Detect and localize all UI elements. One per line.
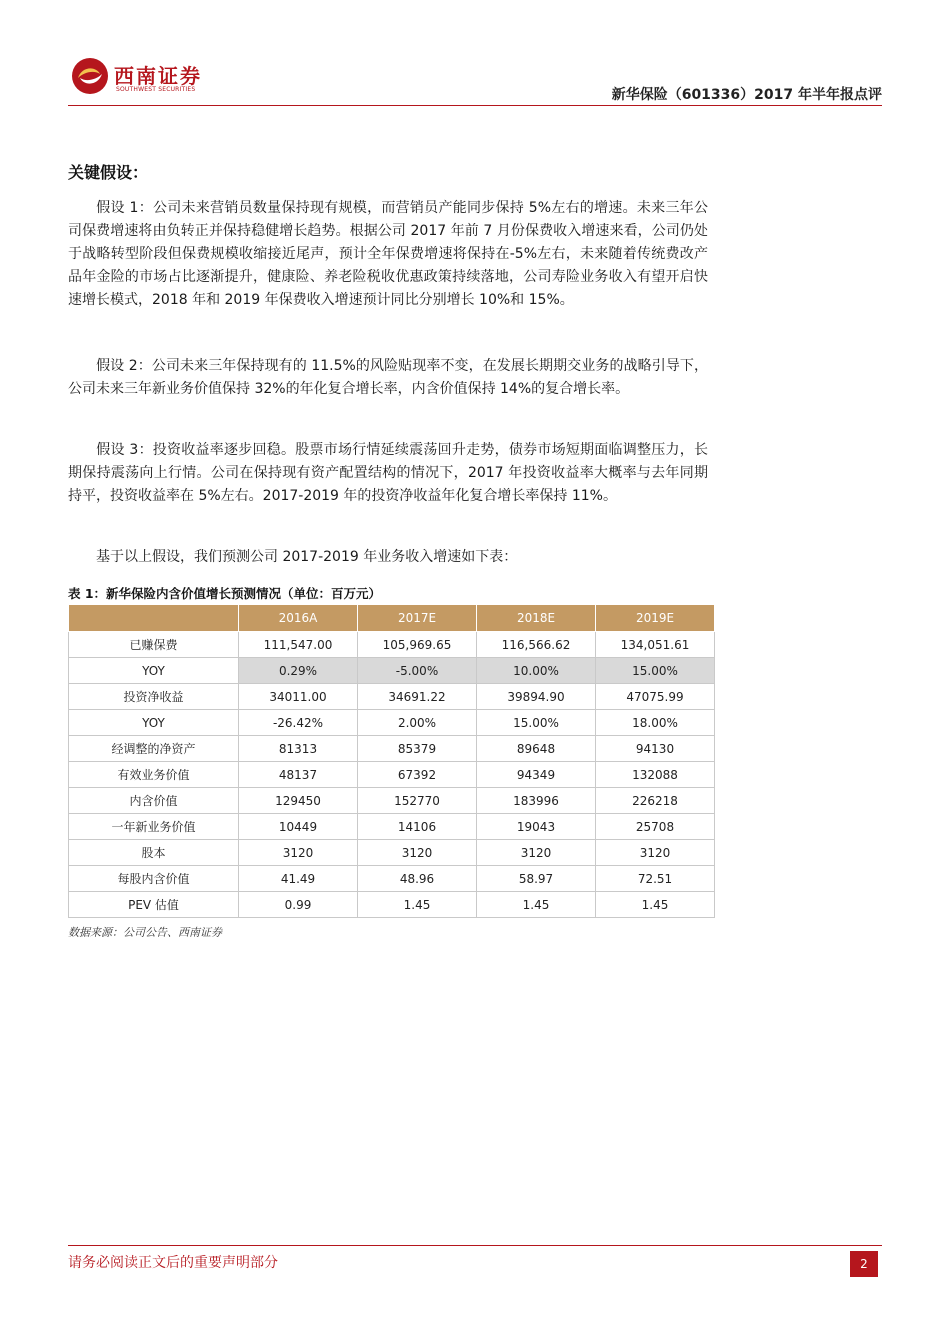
- row-label: 经调整的净资产: [69, 736, 239, 762]
- paragraph-text: 假设 2：公司未来三年保持现有的 11.5%的风险贴现率不变，在发展长期期交业务的战略引导下，公司未来三年新业务价值保持 32%的年化复合增长率，内含价值保持 14%的复合增长率。: [68, 358, 708, 397]
- table-cell: 34691.22: [358, 684, 477, 710]
- table-row: [69, 736, 715, 762]
- logo-english-name: SOUTHWEST SECURITIES: [116, 86, 196, 93]
- row-label: 投资净收益: [69, 684, 239, 710]
- table-cell: 129450: [239, 788, 358, 814]
- table-cell: 132088: [596, 762, 715, 788]
- table-cell: 1.45: [596, 892, 715, 918]
- table-row: [69, 684, 715, 710]
- table-cell: 41.49: [239, 866, 358, 892]
- table-cell: 94130: [596, 736, 715, 762]
- table-cell: 18.00%: [596, 710, 715, 736]
- table-row: [69, 892, 715, 918]
- table-row: [69, 788, 715, 814]
- table-cell: 10449: [239, 814, 358, 840]
- paragraph-text: 基于以上假设，我们预测公司 2017-2019 年业务收入增速如下表：: [96, 549, 518, 565]
- table-cell: 111,547.00: [239, 632, 358, 658]
- table-cell: 81313: [239, 736, 358, 762]
- table-cell: 47075.99: [596, 684, 715, 710]
- table-cell: 39894.90: [477, 684, 596, 710]
- table-cell: 94349: [477, 762, 596, 788]
- table-cell: 67392: [358, 762, 477, 788]
- section-title: 关键假设：: [68, 163, 149, 182]
- table-cell: 34011.00: [239, 684, 358, 710]
- page-header: [68, 52, 882, 106]
- row-label: 股本: [69, 840, 239, 866]
- row-label: 已赚保费: [69, 632, 239, 658]
- table-source: 数据来源：公司公告、西南证券: [68, 926, 222, 939]
- table-row: [69, 710, 715, 736]
- row-label: 一年新业务价值: [69, 814, 239, 840]
- table-cell: 72.51: [596, 866, 715, 892]
- row-label: PEV 估值: [69, 892, 239, 918]
- column-header: 2016A: [239, 605, 358, 632]
- logo-emblem-icon: [70, 56, 110, 96]
- forecast-table: [68, 604, 715, 918]
- table-cell: 10.00%: [477, 658, 596, 684]
- table-cell: 3120: [239, 840, 358, 866]
- paragraph-text: 假设 1：公司未来营销员数量保持现有规模，而营销员产能同步保持 5%左右的增速。未来三年公司保费增速将由负转正并保持稳健增长趋势。根据公司 2017 年前 7 月份保费收入增速来看，公司仍处于战略转型阶段但保费规模收缩接近尾声，预计全年保费增速将保持在-5%左右，未来随着传统费改产品年金险的市场占比逐渐提升，健康险、养老险税收优惠政策持续落地，公司寿险业务收入有望开启快速增长模式，2018 年和 2019 年保费收入增速预计同比分别增长 10%和 15%。: [68, 200, 708, 308]
- table-cell: 48.96: [358, 866, 477, 892]
- row-label: YOY: [69, 658, 239, 684]
- table-title: 表 1：新华保险内含价值增长预测情况（单位：百万元）: [68, 586, 382, 601]
- table-cell: 0.99: [239, 892, 358, 918]
- table-cell: 105,969.65: [358, 632, 477, 658]
- paragraph-assumption-2: [68, 355, 708, 401]
- company-logo: [68, 52, 208, 102]
- table-cell: 116,566.62: [477, 632, 596, 658]
- table-cell: 19043: [477, 814, 596, 840]
- table-cell: -26.42%: [239, 710, 358, 736]
- table-cell: 1.45: [477, 892, 596, 918]
- header-divider: [68, 105, 882, 106]
- logo-chinese-name: 西南证券: [114, 64, 202, 88]
- table-row: [69, 762, 715, 788]
- table-cell: 183996: [477, 788, 596, 814]
- table-row: [69, 866, 715, 892]
- table-cell: 58.97: [477, 866, 596, 892]
- row-label: 每股内含价值: [69, 866, 239, 892]
- table-cell: 2.00%: [358, 710, 477, 736]
- table-row: [69, 658, 715, 684]
- row-label: YOY: [69, 710, 239, 736]
- header-blank-cell: [69, 605, 239, 632]
- footer-notice: 请务必阅读正文后的重要声明部分: [68, 1255, 278, 1271]
- report-title: 新华保险（601336）2017 年半年报点评: [611, 87, 882, 103]
- table-cell: 226218: [596, 788, 715, 814]
- table-cell: 152770: [358, 788, 477, 814]
- table-cell: 48137: [239, 762, 358, 788]
- row-label: 有效业务价值: [69, 762, 239, 788]
- table-cell: 85379: [358, 736, 477, 762]
- table-cell: 134,051.61: [596, 632, 715, 658]
- table-cell: 3120: [477, 840, 596, 866]
- table-cell: -5.00%: [358, 658, 477, 684]
- table-row: [69, 840, 715, 866]
- table-cell: 1.45: [358, 892, 477, 918]
- table-cell: 0.29%: [239, 658, 358, 684]
- column-header: 2019E: [596, 605, 715, 632]
- table-cell: 15.00%: [596, 658, 715, 684]
- table-cell: 89648: [477, 736, 596, 762]
- row-label: 内含价值: [69, 788, 239, 814]
- table-cell: 15.00%: [477, 710, 596, 736]
- column-header: 2018E: [477, 605, 596, 632]
- paragraph-assumption-1: [68, 197, 708, 312]
- column-header: 2017E: [358, 605, 477, 632]
- table-cell: 3120: [596, 840, 715, 866]
- paragraph-text: 假设 3：投资收益率逐步回稳。股票市场行情延续震荡回升走势，债券市场短期面临调整压力，长期保持震荡向上行情。公司在保持现有资产配置结构的情况下，2017 年投资收益率大概率与去年同期持平，投资收益率在 5%左右。2017-2019 年的投资净收益年化复合增长率保持 11%。: [68, 442, 708, 504]
- table-header-row: [69, 605, 715, 632]
- page-number: 2: [850, 1251, 878, 1277]
- table-row: [69, 632, 715, 658]
- table-cell: 25708: [596, 814, 715, 840]
- footer-divider: [68, 1245, 882, 1246]
- paragraph-assumption-3: [68, 439, 708, 508]
- table-row: [69, 814, 715, 840]
- table-cell: 14106: [358, 814, 477, 840]
- table-cell: 3120: [358, 840, 477, 866]
- paragraph-summary: [68, 546, 708, 569]
